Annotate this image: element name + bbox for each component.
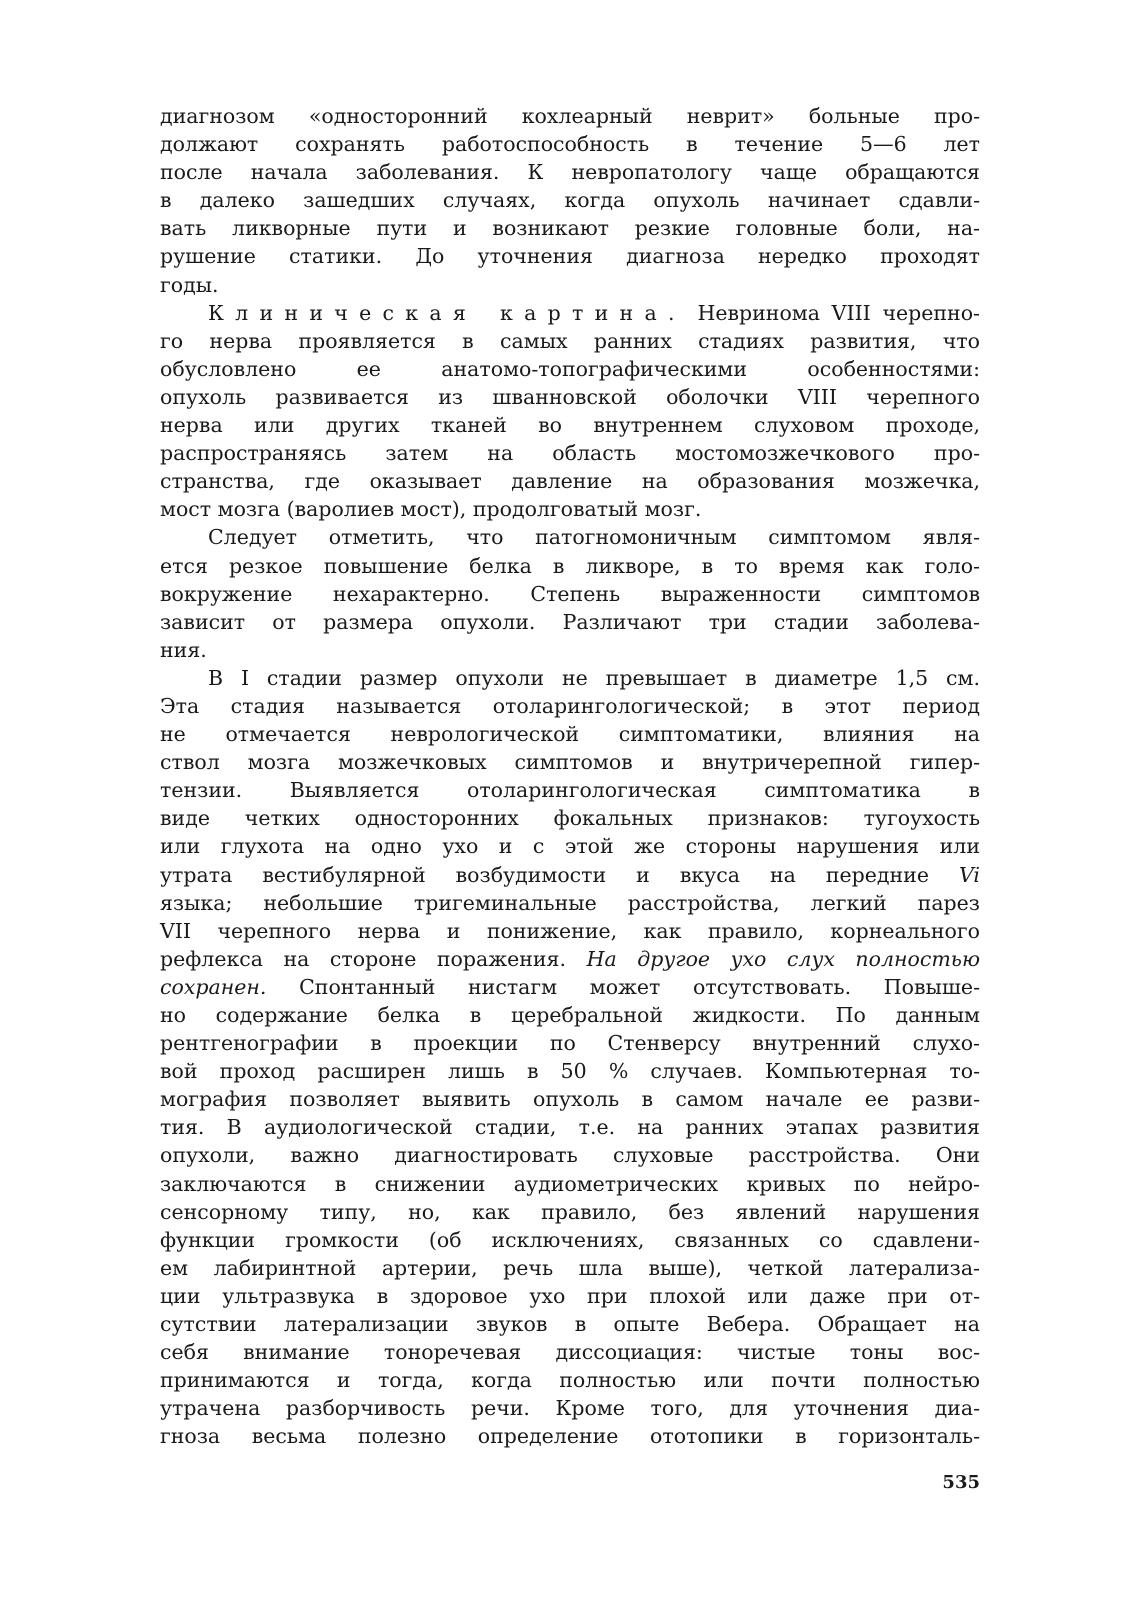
text-line: в далеко зашедших случаях, когда опухоль начинает сдавли- <box>160 188 980 213</box>
text-fragment: Спонтанный нистагм может отсутствовать. Повыше- <box>299 974 980 999</box>
text-line: опухоли, важно диагностировать слуховые расстройства. Они <box>160 1143 980 1168</box>
text-line: функции громкости (об исключениях, связанных со сдавлени- <box>160 1227 980 1252</box>
section-heading: Клиническая картина. <box>208 300 686 325</box>
paragraph-3 <box>160 523 980 663</box>
text-line: рентгенографии в проекции по Стенверсу внутренний слухо- <box>160 1031 980 1056</box>
text-line: себя внимание тоноречевая диссоциация: чистые тоны вос- <box>160 1340 980 1365</box>
text-line: странства, где оказывает давление на образования мозжечка, <box>160 469 980 494</box>
page-number: 535 <box>942 1472 980 1493</box>
text-line: вать ликворные пути и возникают резкие головные боли, на- <box>160 216 980 241</box>
italic-emphasis: сохранен. <box>160 974 267 999</box>
text-line: должают сохранять работоспособность в течение 5—6 лет <box>160 132 980 157</box>
text-line: сенсорному типу, но, как правило, без явлений нарушения <box>160 1199 980 1224</box>
italic-emphasis: На другое ухо слух полностью <box>586 946 980 971</box>
paragraph-2 <box>160 299 980 524</box>
text-line: Следует отметить, что патогномоничным симптомом явля- <box>208 525 980 550</box>
text-line: опухоль развивается из шванновской оболочки VIII черепного <box>160 384 980 409</box>
text-line: не отмечается неврологической симптоматики, влияния на <box>160 722 980 747</box>
text-line: Эта стадия называется отоларингологической; в этот период <box>160 693 980 718</box>
paragraph-1 <box>160 102 980 299</box>
text-line: гноза весьма полезно определение ототопики в горизонталь- <box>160 1424 980 1449</box>
text-line: распространяясь затем на область мостомозжечкового про- <box>160 441 980 466</box>
text-line: но содержание белка в церебральной жидкости. По данным <box>160 1003 980 1027</box>
text-line: или глухота на одно ухо и с этой же стороны нарушения или <box>160 834 980 859</box>
text-line: утрачена разборчивость речи. Кроме того, для уточнения диа- <box>160 1396 980 1421</box>
text-line <box>160 973 980 1001</box>
text-line: мография позволяет выявить опухоль в самом начале ее разви- <box>160 1087 980 1112</box>
text-line: годы. <box>160 272 219 297</box>
text-line: нерва или других тканей во внутреннем слуховом проходе, <box>160 413 980 438</box>
text-line <box>160 861 980 889</box>
text-line: го нерва проявляется в самых ранних стадиях развития, что <box>160 328 980 353</box>
text-line: В I стадии размер опухоли не превышает в диаметре 1,5 см. <box>208 665 980 690</box>
text-line: ции ультразвука в здоровое ухо при плохой или даже при от- <box>160 1283 980 1308</box>
text-line: тия. В аудиологической стадии, т.е. на ранних этапах развития <box>160 1115 980 1140</box>
text-line: диагнозом «односторонний кохлеарный неврит» больные про- <box>160 104 980 128</box>
text-line: VII черепного нерва и понижение, как правило, корнеального <box>160 918 980 943</box>
text-line: языка; небольшие тригеминальные расстройства, легкий парез <box>160 890 980 915</box>
text-line: ния. <box>160 637 207 662</box>
text-line: тензии. Выявляется отоларингологическая симптоматика в <box>160 778 980 803</box>
text-line <box>160 945 980 973</box>
text-line: заключаются в снижении аудиометрических кривых по нейро- <box>160 1171 980 1196</box>
fraction-italic: Vi <box>958 862 980 887</box>
text-line <box>160 299 980 327</box>
text-line: зависит от размера опухоли. Различают три стадии заболева- <box>160 609 980 634</box>
text-line: вокружение нехарактерно. Степень выраженности симптомов <box>160 581 980 606</box>
text-fragment: рефлекса на стороне поражения. <box>160 946 567 971</box>
text-line: принимаются и тогда, когда полностью или почти полностью <box>160 1368 980 1393</box>
text-line: мост мозга (варолиев мост), продолговатый мозг. <box>160 497 702 522</box>
text-line: ем лабиринтной артерии, речь шла выше), четкой латерализа- <box>160 1255 980 1280</box>
text-line: обусловлено ее анатомо-топографическими особенностями: <box>160 356 980 381</box>
text-fragment: утрата вестибулярной возбудимости и вкуса на передние <box>160 862 929 887</box>
text-line: сутствии латерализации звуков в опыте Вебера. Обращает на <box>160 1312 980 1337</box>
text-line: рушение статики. До уточнения диагноза нередко проходят <box>160 244 980 269</box>
paragraph-4 <box>160 664 980 1451</box>
text-fragment: Невринома VIII черепно- <box>697 300 980 325</box>
text-line: после начала заболевания. К невропатологу чаще обращаются <box>160 160 980 185</box>
text-line: вой проход расширен лишь в 50 % случаев. Компьютерная то- <box>160 1059 980 1084</box>
text-line: ется резкое повышение белка в ликворе, в то время как голо- <box>160 553 980 578</box>
page-body <box>160 102 980 1451</box>
text-line: виде четких односторонних фокальных признаков: тугоухость <box>160 806 980 831</box>
text-line: ствол мозга мозжечковых симптомов и внутричерепной гипер- <box>160 750 980 775</box>
